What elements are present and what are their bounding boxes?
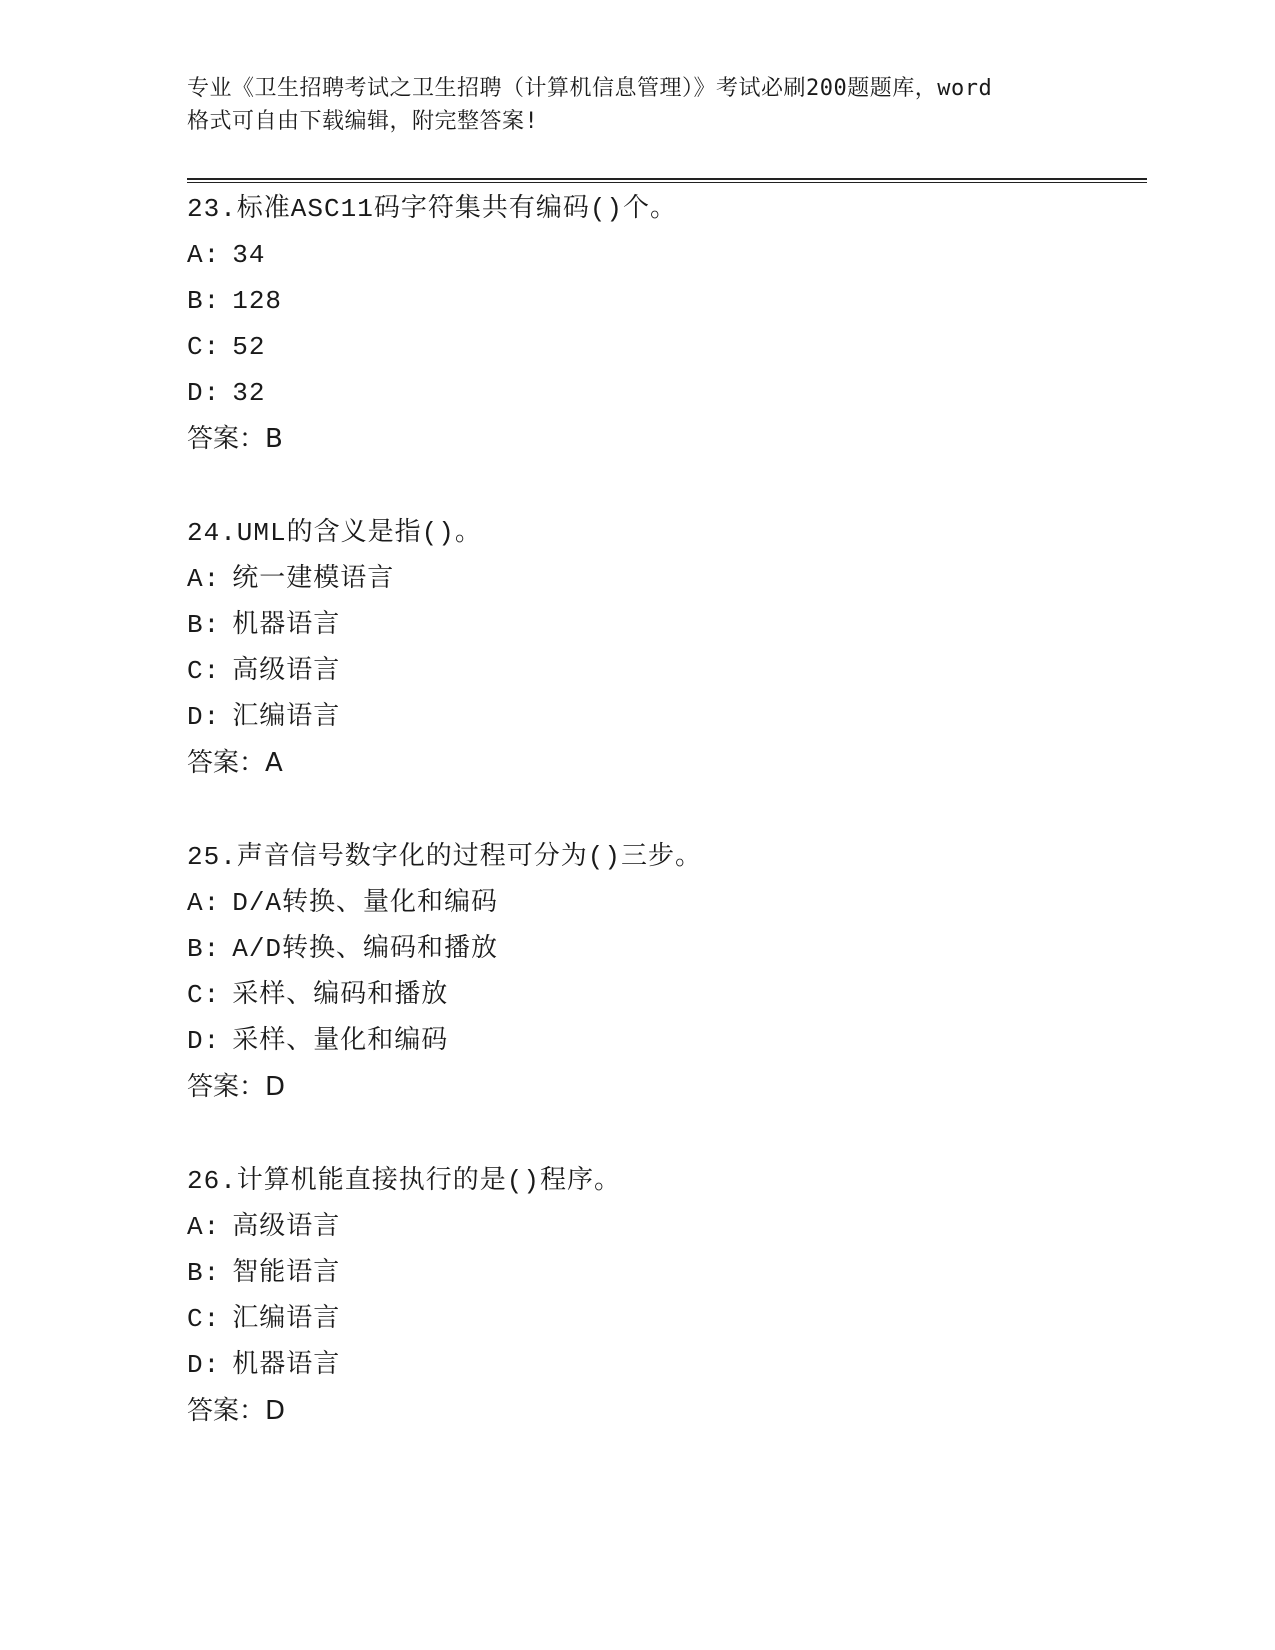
option-text: 汇编语言: [232, 1304, 341, 1334]
option-a: [187, 1204, 1147, 1250]
option-text: 高级语言: [232, 656, 341, 686]
option-text: 高级语言: [232, 1212, 341, 1242]
option-c: [187, 324, 1147, 370]
option-d: [187, 370, 1147, 416]
option-text: 52: [232, 332, 266, 362]
option-text: 128: [232, 286, 283, 316]
question-stem: 24.UML的含义是指()。: [187, 518, 482, 548]
option-text: 采样、量化和编码: [232, 1026, 449, 1056]
question-stem: 25.声音信号数字化的过程可分为()三步。: [187, 842, 703, 872]
option-letter: D:: [187, 1350, 221, 1380]
option-letter: C:: [187, 980, 221, 1010]
option-text: 汇编语言: [232, 702, 341, 732]
option-d: [187, 1342, 1147, 1388]
answer-line: 答案：D: [187, 1396, 286, 1426]
option-letter: A:: [187, 240, 221, 270]
option-letter: D:: [187, 702, 221, 732]
option-text: A/D转换、编码和播放: [232, 934, 499, 964]
option-text: 采样、编码和播放: [232, 980, 449, 1010]
document-header: [187, 72, 1107, 138]
option-text: 机器语言: [232, 610, 341, 640]
option-d: [187, 1018, 1147, 1064]
option-letter: B:: [187, 286, 221, 316]
option-a: [187, 880, 1147, 926]
option-text: D/A转换、量化和编码: [232, 888, 499, 918]
option-c: [187, 648, 1147, 694]
header-divider: [187, 178, 1147, 183]
option-text: 机器语言: [232, 1350, 341, 1380]
option-letter: C:: [187, 656, 221, 686]
option-text: 34: [232, 240, 266, 270]
question-23: [187, 186, 1147, 462]
option-text: 智能语言: [232, 1258, 341, 1288]
option-letter: A:: [187, 1212, 221, 1242]
option-b: [187, 602, 1147, 648]
header-line-2: 格式可自由下载编辑，附完整答案!: [187, 109, 539, 134]
question-26: [187, 1158, 1147, 1434]
option-b: [187, 278, 1147, 324]
option-d: [187, 694, 1147, 740]
question-stem: 26.计算机能直接执行的是()程序。: [187, 1166, 622, 1196]
answer-line: 答案：B: [187, 424, 283, 454]
option-letter: C:: [187, 1304, 221, 1334]
option-a: [187, 556, 1147, 602]
option-b: [187, 1250, 1147, 1296]
option-text: 32: [232, 378, 266, 408]
option-letter: A:: [187, 888, 221, 918]
answer-line: 答案：D: [187, 1072, 286, 1102]
option-text: 统一建模语言: [232, 564, 395, 594]
option-letter: C:: [187, 332, 221, 362]
option-a: [187, 232, 1147, 278]
option-c: [187, 972, 1147, 1018]
option-c: [187, 1296, 1147, 1342]
question-stem: 23.标准ASC11码字符集共有编码()个。: [187, 194, 678, 224]
option-letter: B:: [187, 934, 221, 964]
answer-line: 答案：A: [187, 748, 283, 778]
option-letter: D:: [187, 378, 221, 408]
option-b: [187, 926, 1147, 972]
option-letter: A:: [187, 564, 221, 594]
question-24: [187, 510, 1147, 786]
question-25: [187, 834, 1147, 1110]
option-letter: B:: [187, 610, 221, 640]
option-letter: D:: [187, 1026, 221, 1056]
question-list: [187, 186, 1147, 1482]
option-letter: B:: [187, 1258, 221, 1288]
header-line-1: 专业《卫生招聘考试之卫生招聘（计算机信息管理）》考试必刷200题题库，word: [187, 76, 993, 101]
